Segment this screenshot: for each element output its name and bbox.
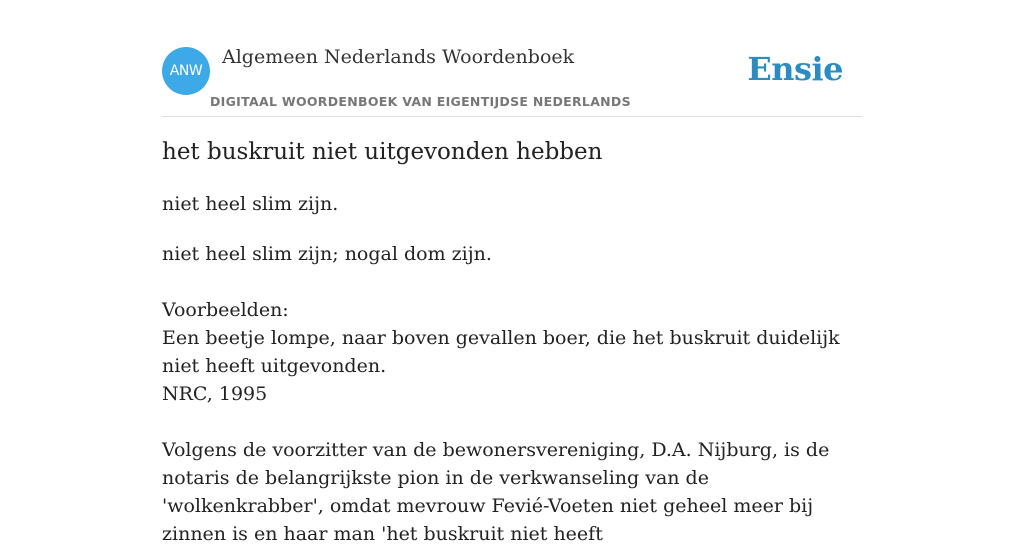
anw-logo[interactable]: ANW (162, 47, 210, 95)
short-definition: niet heel slim zijn. (162, 193, 339, 215)
definition: niet heel slim zijn; nogal dom zijn. (162, 243, 492, 265)
spacer (162, 268, 862, 296)
ensie-logo-link[interactable]: Ensie (747, 50, 843, 88)
dictionary-subtitle: DIGITAAL WOORDENBOEK VAN EIGENTIJDSE NEDERLANDS (210, 94, 631, 109)
examples-label: Voorbeelden: (162, 299, 289, 321)
example-text: Volgens de voorzitter van de bewonersvereniging, D.A. Nijburg, is de notaris de belangrijkste pion in de verkwanseling van de 'wolkenkrabber', omdat mevrouw Fevié-Voeten niet geheel meer bij zinnen is en haar man 'het buskruit niet heeft (162, 439, 830, 545)
spacer (162, 408, 862, 436)
dictionary-title[interactable]: Algemeen Nederlands Woordenboek (222, 46, 575, 68)
example-source: NRC, 1995 (162, 383, 268, 405)
entry-term: het buskruit niet uitgevonden hebben (162, 139, 603, 165)
entry-body (162, 240, 862, 548)
example-text: Een beetje lompe, naar boven gevallen boer, die het buskruit duidelijk niet heeft uitgevonden. (162, 327, 840, 377)
site-header (162, 44, 862, 117)
